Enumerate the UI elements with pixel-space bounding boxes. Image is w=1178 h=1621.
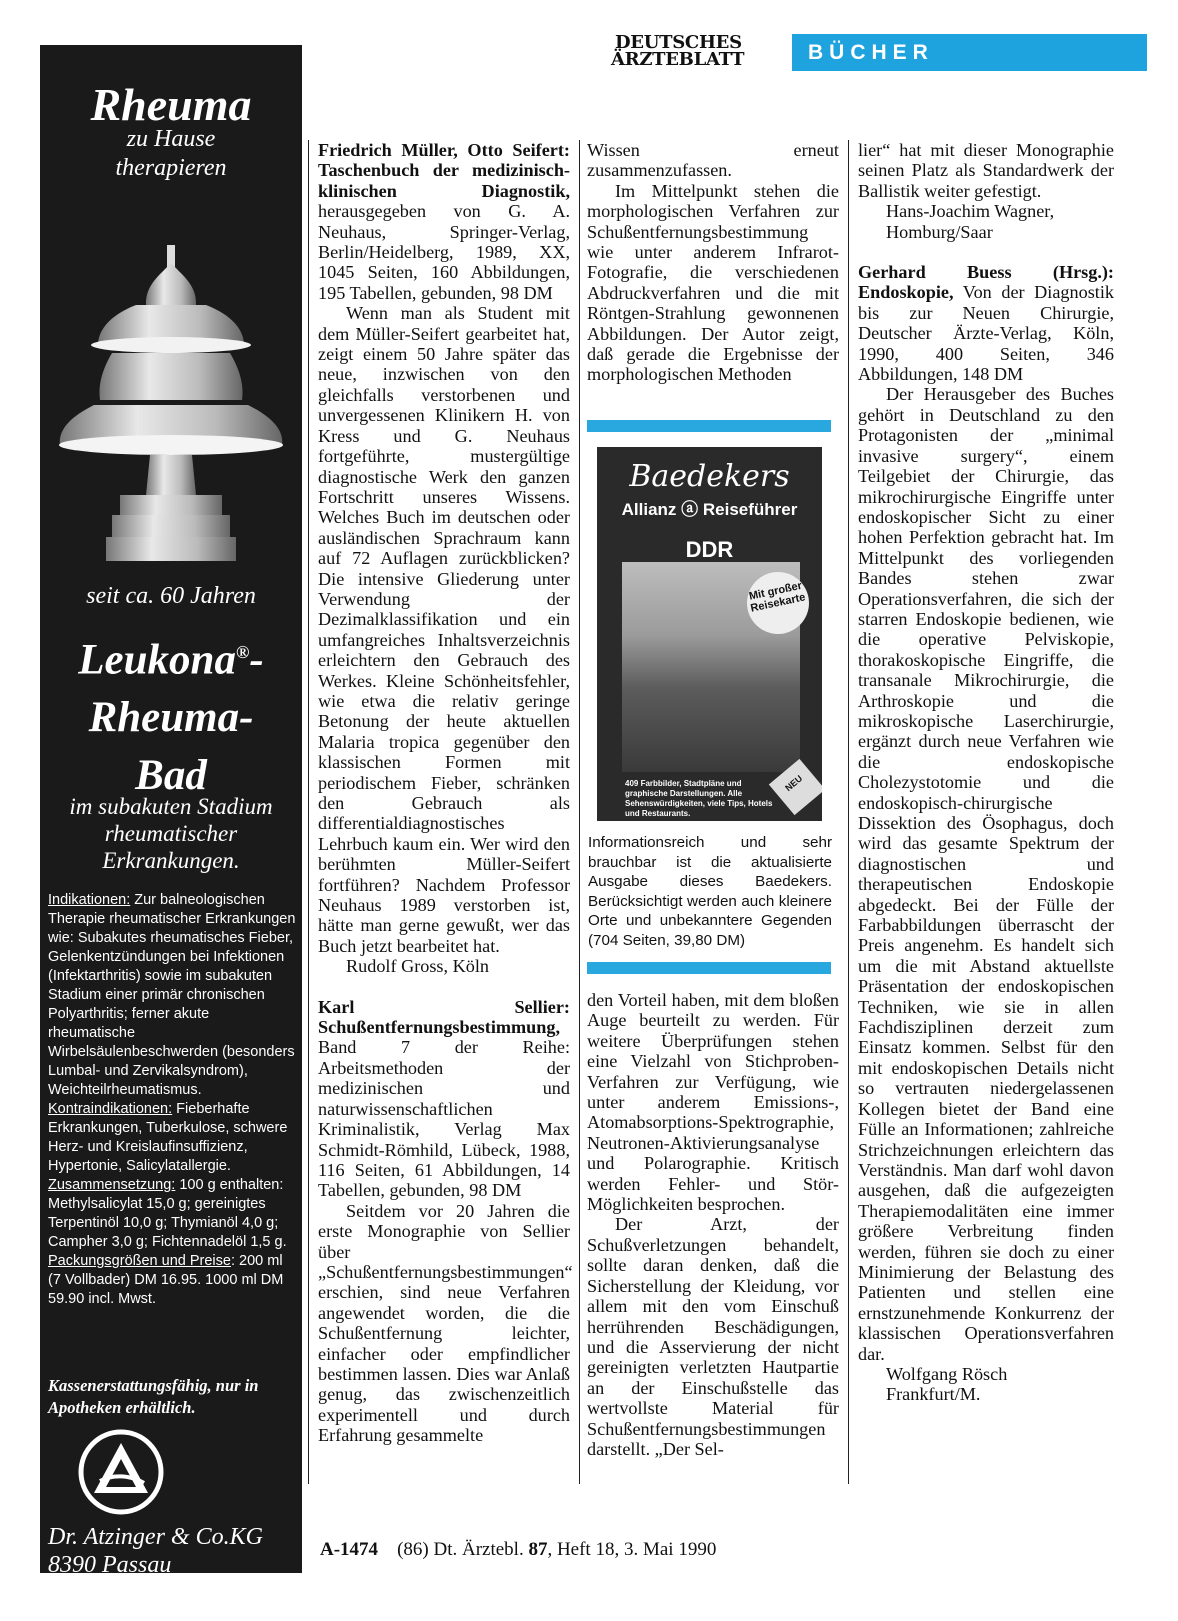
ad-product-name [40, 623, 302, 805]
ad-stage [40, 793, 302, 874]
column-rule [308, 140, 309, 1484]
ad-subtitle [40, 125, 302, 183]
section-label: BÜCHER [792, 34, 1147, 71]
review-3-header [858, 262, 1114, 384]
review-1-header [318, 140, 570, 303]
ad-since: seit ca. 60 Jahren [86, 583, 256, 609]
text-column-2-bottom [587, 990, 839, 1459]
issue-date: , Heft 18, 3. Mai 1990 [547, 1539, 717, 1560]
product-dash: - [249, 636, 264, 684]
review-2-author-name: Hans-Joachim Wagner, [886, 201, 1055, 222]
contraindications-label: Kontraindikationen: [48, 1101, 173, 1117]
book-footer-text: 409 Farbbilder, Stadtpläne und graphische Darstellungen. Alle Sehenswürdigkeiten, viele Tips, Hotels und Restaurants. [625, 779, 773, 818]
ad-fine-print [48, 891, 298, 1309]
logo-line-1: DEUTSCHES [615, 32, 742, 53]
text-column-3 [858, 140, 1114, 1405]
indications-text: Zur balneologischen Therapie rheumatischer Erkrankungen wie: Subakutes rheumatisches Fieber, Gelenkentzündungen bei Infektionen (Infektarthritis) sowie im subakuten Stadium einer primär chronischen Polyarthritis; ferner akute rheumatische Wirbelsäulenbeschwerden (besonders Lumbal- und Zervikalsyndrom), Weichteilrheumatismus. [48, 892, 296, 1098]
review-3-meta: Von der Diagnostik bis zur Neuen Chirurgie, Deutscher Ärzte-Verlag, Köln, 1990, 400 Seiten, 346 Abbildungen, 148 DM [858, 282, 1114, 385]
book-title: DDR [685, 537, 734, 562]
review-2-paragraph: Im Mittelpunkt stehen die morphologischen Verfahren zur Schußentfernungsbestimmung wie unter anderem Infrarot-Fotografie, die verschiedenen Abdruckverfahren und die mit Röntgen-Strahlung gewonnenen Abbildungen. Der Autor zeigt, daß gerade die Ergebnisse der morphologischen Methoden [587, 180, 839, 385]
review-3-title: Gerhard Buess (Hrsg.): Endoskopie, [858, 262, 1114, 303]
ad-stage-line-1: im subakuten Stadium [69, 794, 273, 819]
page-code: A-1474 [320, 1539, 379, 1560]
fountain-illustration [50, 245, 292, 575]
ad-company [48, 1523, 298, 1579]
product-line-1: Leukona [78, 636, 236, 684]
review-1-meta: herausgegeben von G. A. Neuhaus, Springer-Verlag, Berlin/Heidelberg, 1989, XX, 1045 Seiten, 160 Abbildungen, 195 Tabellen, gebunden, 98 DM [318, 201, 570, 303]
product-line-2: Rheuma- [88, 694, 254, 742]
page-footer [320, 1539, 716, 1561]
review-1-body: Wenn man als Student mit dem Müller-Seifert gearbeitet hat, zeigt einem 50 Jahre später das neue, inzwischen von den gleichfalls verstorbenen und unvergessenen Klinikern H. von Kress und G. Neuhaus fortgeführte, mustergültige diagnostische Werk den ganzen Fortschritt unseres Wissens. Welches Buch im deutschen oder ausländischen Sprachraum kann auf 72 Auflagen zurückblicken? Die intensive Gliederung unter Verwendung der Dezimalklassifikation und ein umfangreiches Inhaltsverzeichnis erleichtern den Gebrauch des Werkes. Kleine Schönheitsfehler, wie etwa die relativ geringe Betonung der heute aktuellen Malaria tropica gegenüber den klassischen Formen mit periodischem Fieber, schränken den Gebrauch als differentialdiagnostisches Lehrbuch kaum ein. Wer wird den berühmten Müller-Seifert fortführen? Nachdem Professor Neuhaus 1989 verstorben ist, hätte man gerne gewußt, wer das Buch jetzt bearbeitet hat. [318, 303, 570, 956]
indications-label: Indikationen: [48, 892, 131, 908]
review-2-body: Seitdem vor 20 Jahren die erste Monographie von Sellier über „Schußentfernungsbestimmungen“ erschien, sind neue Verfahren angewendet worden, die die Schußentfernung leichter, einfacher oder empfindlicher bestimmen lassen. Dies war Anlaß genug, das zwischenzeitlich experimentell und durch Erfahrung gesammelte [318, 1200, 573, 1446]
company-name: Dr. Atzinger & Co.KG [48, 1524, 263, 1550]
book-corner-badge: NEU [769, 759, 822, 815]
text-column-1 [318, 140, 573, 1446]
review-2-paragraph-4: Der Arzt, der Schußverletzungen behandelt, sollte daran denken, daß die Sicherstellung der Kleidung, vor allem mit den vom Einschuß herrührenden Beschädigungen, und die Asservierung der nicht gereinigten verletzten Hautpartie an der Einschußstelle das wertvollste Material für Schußentfernungsbestimmungen darstellt. „Der Sel- [587, 1214, 839, 1459]
composition-text: 100 g enthalten: Methylsalicylat 15,0 g; gereinigtes Terpentinöl 10,0 g; Thymianöl 4,0 g; Campher 3,0 g; Fichtennadelöl 1,5 g. [48, 1177, 287, 1250]
review-3-author-name: Wolfgang Rösch [886, 1363, 1008, 1384]
product-line-3: Bad [135, 752, 207, 800]
journal-abbrev: Dt. Ärztebl. [433, 1539, 524, 1560]
column-rule [579, 140, 580, 1484]
book-series: Allianz ⓐ Reiseführer [621, 500, 798, 519]
ad-stage-line-3: Erkrankungen. [102, 848, 240, 873]
book-badge: Mit großer Reisekarte [741, 566, 815, 640]
ad-stage-line-2: rheumatischer [104, 821, 238, 846]
image-frame-bar-top [587, 420, 831, 432]
book-cover-image [597, 447, 822, 821]
review-2-conclusion: lier“ hat mit dieser Monographie seinen Platz als Standardwerk der Ballistik weiter gefestigt. [858, 140, 1114, 201]
masthead [611, 34, 1147, 72]
page-number: (86) [397, 1539, 429, 1560]
packages-label: Packungsgrößen und Preise [48, 1253, 231, 1269]
ad-title: Rheuma [90, 79, 252, 130]
book-brand: Baedekers [629, 459, 790, 494]
image-frame-bar-bottom [587, 962, 831, 974]
composition-label: Zusammensetzung: [48, 1177, 176, 1193]
review-2-title: Karl Sellier: Schußentfernungsbestimmung, [318, 996, 570, 1038]
logo-line-2: ÄRZTEBLATT [611, 49, 745, 70]
text-column-2-top [587, 140, 839, 385]
packages-text: : 200 ml (7 Vollbader) DM 16.95. 1000 ml DM 59.90 incl. Mwst. [48, 1253, 284, 1307]
ad-subtitle-line-2: therapieren [115, 155, 227, 181]
journal-logo [611, 34, 789, 68]
company-logo-icon [78, 1429, 164, 1515]
review-1-title: Friedrich Müller, Otto Seifert: Taschenbuch der medizinisch-klinischen Diagnostik, [318, 140, 570, 201]
review-3-body: Der Herausgeber des Buches gehört in Deutschland zu den Protagonisten der „minimal invasive surgery“, einem Teilgebiet der Chirurgie, das mikrochirurgische Eingriffe unter endoskopischer Sicht zu einer hohen Perfektion gebracht hat. Im Mittelpunkt des vorliegenden Bandes stehen zwar Operationsverfahren, die sich der starren Endoskopie bedienen, wie die operative Pelviskopie, thorakoskopische Eingriffe, die transanale Mikrochirurgie, die Arthroskopie und die mikroskopische Laserchirurgie, ergänzt durch neue Verfahren wie die endoskopische Cholezystotomie und die endoskopisch-chirurgische Dissektion des Ösophagus, doch wird das gesamte Spektrum der diagnostischen und therapeutischen Endoskopie abgedeckt. Bei der Fülle der Farbabbildungen überrascht der Preis angenehm. Es handelt sich um die mit Abstand aktuellste Präsentation der endoskopischen Techniken, wie sie in allen Fachdisziplinen derzeit zum Einsatz kommen. Selbst für den mit endoskopischen Details nicht so vertrauten niedergelassenen Kollegen bietet der Band eine Fülle an Informationen; zahlreiche Strichzeichnungen erleichtern das Verständnis. Man darf wohl davon ausgehen, daß die aufgezeigten Therapiemodalitäten eine immer größere Verbreitung finden werden, führen sie doch zu einer Minimierung der Belastung des Patienten und stellen eine ernstzunehmende Konkurrenz der klassischen Operationsverfahren dar. [858, 384, 1114, 1364]
review-2-header [318, 997, 570, 1201]
review-1-author: Rudolf Gross, Köln [346, 956, 489, 977]
contraindications-text: Fieberhafte Erkrankungen, Tuberkulose, schwere Herz- und Kreislaufinsuffizienz, Hypertonie, Salicylatallergie. [48, 1101, 288, 1174]
review-2-author-place: Homburg/Saar [886, 221, 993, 242]
ad-insurance-note: Kassenerstattungsfähig, nur in Apotheken erhältlich. [48, 1376, 259, 1417]
review-3-author-place: Frankfurt/M. [886, 1384, 981, 1405]
ad-subtitle-line-1: zu Hause [126, 126, 216, 152]
review-2-meta: Band 7 der Reihe: Arbeitsmethoden der medizinischen und naturwissenschaftlichen Kriminalistik, Verlag Max Schmidt-Römhild, Lübeck, 1988, 116 Seiten, 61 Abbildungen, 14 Tabellen, gebunden, 98 DM [318, 1037, 570, 1201]
column-rule [848, 140, 849, 1484]
volume: 87 [528, 1539, 548, 1560]
registered-mark: ® [235, 642, 250, 662]
review-2-paragraph-3: den Vorteil haben, mit dem bloßen Auge beurteilt zu werden. Für weitere Überprüfungen stehen eine Vielzahl von Stichproben-Verfahren zur Verfügung, wie unter anderem Emissions-, Atomabsorptions-Spektrographie, Neutronen-Aktivierungsanalyse und Polarographie. Kritisch werden Fehler- und Stör-Möglichkeiten besprochen. [587, 990, 839, 1215]
advertisement [40, 45, 302, 1578]
review-2-continued: Wissen erneut zusammenzufassen. [587, 140, 839, 181]
company-city: 8390 Passau [48, 1552, 172, 1578]
image-caption: Informationsreich und sehr brauchbar ist die aktualisierte Ausgabe dieses Baedekers. Berücksichtigt werden auch kleinere Orte und unbekanntere Gegenden (704 Seiten, 39,80 DM) [588, 834, 832, 949]
